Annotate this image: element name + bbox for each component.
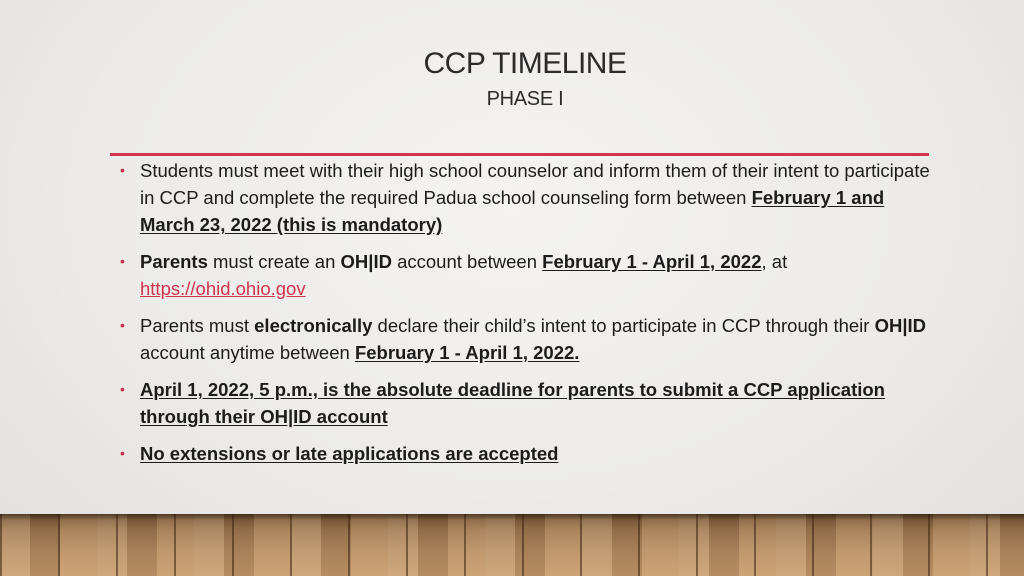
bullet-list	[118, 157, 938, 477]
bullet-text: must create an	[207, 251, 341, 272]
bullet-text: Students must meet with their high school counselor and inform them of their intent to participate in CCP and complete the required Padua school counseling form between	[140, 160, 930, 208]
slide-title: CCP TIMELINE	[423, 47, 627, 80]
bullet-item	[118, 440, 938, 467]
slide-subtitle: PHASE I	[486, 88, 564, 110]
bullet-emphasis: February 1 - April 1, 2022	[542, 251, 762, 272]
bullet-emphasis: Parents	[140, 251, 208, 272]
bullet-dot-icon: •	[120, 445, 125, 461]
bullet-emphasis: April 1, 2022, 5 p.m., is the absolute deadline for parents to submit a CCP application through their OH|ID account	[140, 379, 885, 427]
bullet-text: account anytime between	[140, 342, 355, 363]
bullet-text: , at	[761, 251, 788, 272]
bullet-dot-icon: •	[120, 253, 125, 269]
bullet-dot-icon: •	[120, 381, 125, 397]
wood-floor-decoration	[0, 514, 1024, 576]
title-divider	[110, 153, 929, 156]
bullet-item	[118, 248, 938, 302]
bullet-text: account between	[391, 251, 543, 272]
bullet-emphasis: OH|ID	[874, 315, 927, 336]
bullet-item	[118, 376, 938, 430]
bullet-emphasis: February 1 and March 23, 2022 (this is mandatory)	[140, 187, 885, 235]
bullet-dot-icon: •	[120, 317, 125, 333]
floor-shadow	[0, 514, 1024, 520]
bullet-item	[118, 312, 938, 366]
bullet-emphasis: electronically	[254, 315, 373, 336]
bullet-text: Parents must	[140, 315, 255, 336]
title-block	[0, 46, 1024, 112]
bullet-emphasis: OH|ID	[340, 251, 392, 272]
bullet-item	[118, 157, 938, 238]
bullet-emphasis: February 1 - April 1, 2022.	[354, 342, 580, 363]
ohid-link[interactable]: https://ohid.ohio.gov	[140, 278, 306, 299]
bullet-dot-icon: •	[120, 162, 125, 178]
bullet-emphasis: No extensions or late applications are accepted	[140, 443, 559, 464]
bullet-text: declare their child’s intent to participate in CCP through their	[372, 315, 875, 336]
